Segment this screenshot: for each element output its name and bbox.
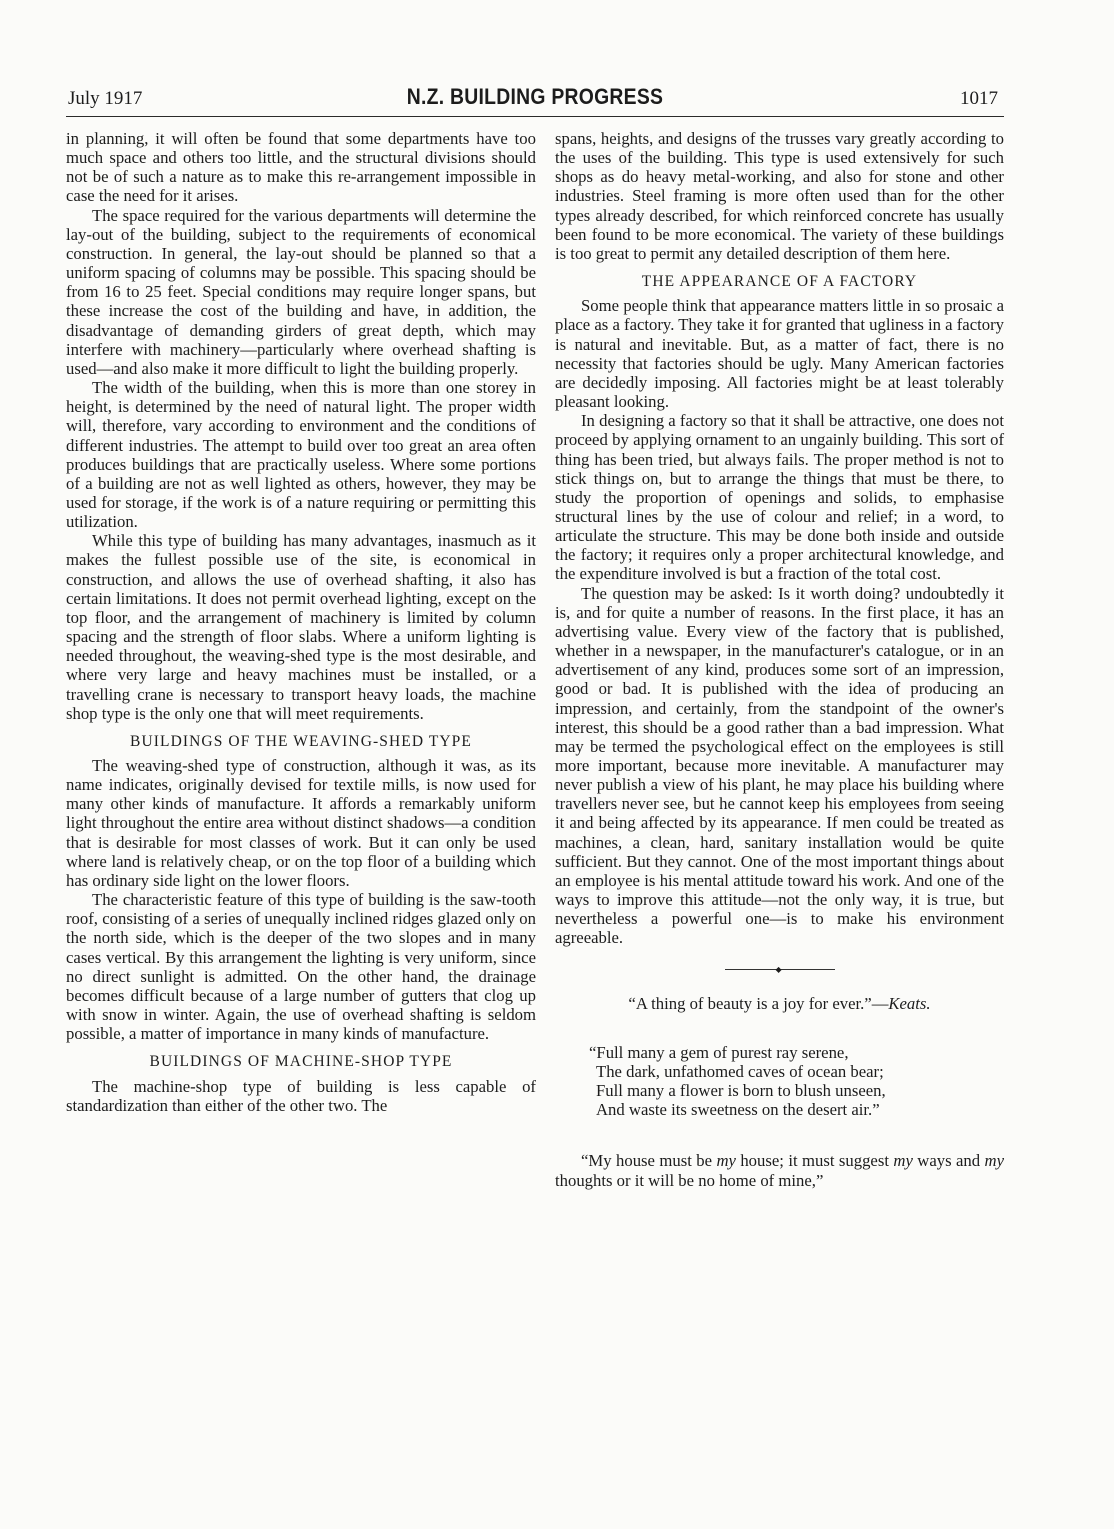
emphasis: my: [716, 1151, 736, 1171]
quote-text: “A thing of beauty is a joy for ever.”—: [628, 993, 889, 1013]
emphasis: my: [984, 1151, 1005, 1171]
poem-quote: [589, 1043, 1004, 1120]
paragraph: The weaving-shed type of construction, although it was, as its name indicates, originally devised for textile mills, is now used for many other kinds of manufacture. It affords a remarkably uniform light throughout the entire area without distinct shadows—a condition that is desirable for most classes of work. But it can only be used where land is relatively cheap, or on the top floor of a building which has ordinary side light on the lower floors.: [66, 756, 536, 890]
closing-text: “My house must be: [581, 1151, 717, 1171]
poem-line: “Full many a gem of purest ray serene,: [589, 1042, 849, 1062]
paragraph: The characteristic feature of this type of building is the saw-tooth roof, consisting of a series of unequally inclined ridges glazed only on the north side, which is the deeper of the two slopes and in many cases vertical. By this arrangement the lighting is very uniform, since no direct sunlight is admitted. On the other hand, the drainage becomes difficult because of a large number of gutters that clog up with snow in winter. Again, the use of overhead shafting is seldom possible, a matter of importance in many kinds of manufacture.: [66, 890, 536, 1044]
emphasis: my: [893, 1151, 913, 1171]
keats-quote: [555, 994, 1004, 1013]
closing-text: thoughts or it will be no home of mine,”: [555, 1170, 824, 1190]
running-header: [66, 86, 1004, 117]
section-heading-weaving-shed: BUILDINGS OF THE WEAVING-SHED TYPE: [130, 732, 472, 750]
paragraph: The machine-shop type of building is less capable of standardization than either of the other two. The: [66, 1076, 536, 1115]
right-column: [555, 129, 1004, 1190]
poem-line: Full many a flower is born to blush unseen,: [596, 1081, 886, 1101]
section-heading-machine-shop: BUILDINGS OF MACHINE-SHOP TYPE: [149, 1053, 453, 1071]
paragraph: The question may be asked: Is it worth doing? undoubtedly it is, and for quite a number of reasons. In the first place, it has an advertising value. Every view of the factory that is published, whether in a newspaper, in the manufacturer's catalogue, or in an advertisement of any kind, produces some sort of an impression, good or bad. It is published with the idea of producing an impression, and certainly, from the standpoint of the owner's interest, this should be a good rather than a bad impression. What may be termed the psychological effect on the employees is still more important, because more inevitable. A manufacturer may never publish a view of his plant, he may place his building where travellers never see, but he cannot keep his employees from seeing it and being affected by its appearance. If men could be treated as machines, a clean, hard, sanitary installation would be quite sufficient. But they cannot. One of the most important things about an employee is his mental attitude toward his work. And one of the ways to improve this attitude—not the only way, it is true, but nevertheless a powerful one—is to make his environment agreeable.: [555, 583, 1004, 948]
issue-date: July 1917: [68, 88, 143, 109]
closing-text: ways and: [912, 1151, 985, 1171]
closing-quote: [555, 1151, 1004, 1189]
paragraph: in planning, it will often be found that some departments have too much space and others too little, and the structural divisions should not be of such a nature as to make this re-arrangement impossible in case the need for it arises.: [66, 129, 536, 206]
ornamental-divider: [725, 964, 835, 976]
closing-text: house; it must suggest: [735, 1151, 894, 1171]
paragraph: Some people think that appearance matters little in so prosaic a place as a factory. They take it for granted that ugliness in a factory is natural and inevitable. But, as a matter of fact, there is no necessity that factories should be ugly. Many American factories are decidedly imposing. All factories might be at least tolerably pleasant looking.: [555, 296, 1004, 412]
paragraph: The width of the building, when this is more than one storey in height, is determined by the need of natural light. The proper width will, therefore, vary according to environment and the conditions of different industries. The attempt to build over too great an area often produces buildings that are practically useless. Where some portions of a building are not as well lighted as others, however, they may be used for storage, if the work is of a nature requiring or permitting this utilization.: [66, 378, 536, 532]
journal-title: N.Z. BUILDING PROGRESS: [406, 84, 664, 109]
page-number: 1017: [960, 88, 998, 109]
paragraph: While this type of building has many advantages, inasmuch as it makes the fullest possible use of the site, is economical in construction, and allows the use of overhead shafting, it also has certain limitations. It does not permit overhead lighting, except on the top floor, and the arrangement of machinery is limited by column spacing and the strength of floor slabs. Where a uniform lighting is needed throughout, the weaving-shed type is the most desirable, and where very large and heavy machines must be installed, or a travelling crane is necessary to transport heavy loads, the machine shop type is the only one that will meet requirements.: [66, 531, 536, 723]
paragraph: The space required for the various departments will determine the lay-out of the building, subject to the requirements of economical construction. In general, the lay-out should be planned so that a uniform spacing of columns may be possible. This spacing should be from 16 to 25 feet. Special conditions may require longer spans, but these increase the cost of the building and have, in addition, the disadvantage of demanding girders of great depth, which may interfere with machinery—particularly where overhead shafting is used—and also make it more difficult to light the building properly.: [66, 205, 536, 378]
paragraph: spans, heights, and designs of the trusses vary greatly according to the uses of the building. This type is used extensively for such shops as do heavy metal-working, and also for stone and other industries. Steel framing is more often used than for the other types already described, for which reinforced concrete has usually been found to be more economical. The variety of these buildings is too great to permit any detailed description of them here.: [555, 129, 1004, 263]
paragraph: In designing a factory so that it shall be attractive, one does not proceed by applying ornament to an ungainly building. This sort of thing has been tried, but always fails. The proper method is not to stick things on, but to arrange the things that must be there, to study the proportion of openings and solids, to emphasise structural lines by the use of colour and relief; in a word, to articulate the structure. This may be done both inside and outside the factory; it requires only a proper architectural knowledge, and the expenditure involved is but a fraction of the total cost.: [555, 411, 1004, 584]
diamond-icon: ◆: [775, 964, 782, 974]
poem-line: And waste its sweetness on the desert air.”: [596, 1100, 880, 1120]
section-heading-appearance: THE APPEARANCE OF A FACTORY: [641, 273, 918, 291]
poem-line: The dark, unfathomed caves of ocean bear;: [596, 1061, 884, 1081]
left-column: [66, 129, 536, 1115]
quote-author: Keats.: [888, 993, 931, 1013]
